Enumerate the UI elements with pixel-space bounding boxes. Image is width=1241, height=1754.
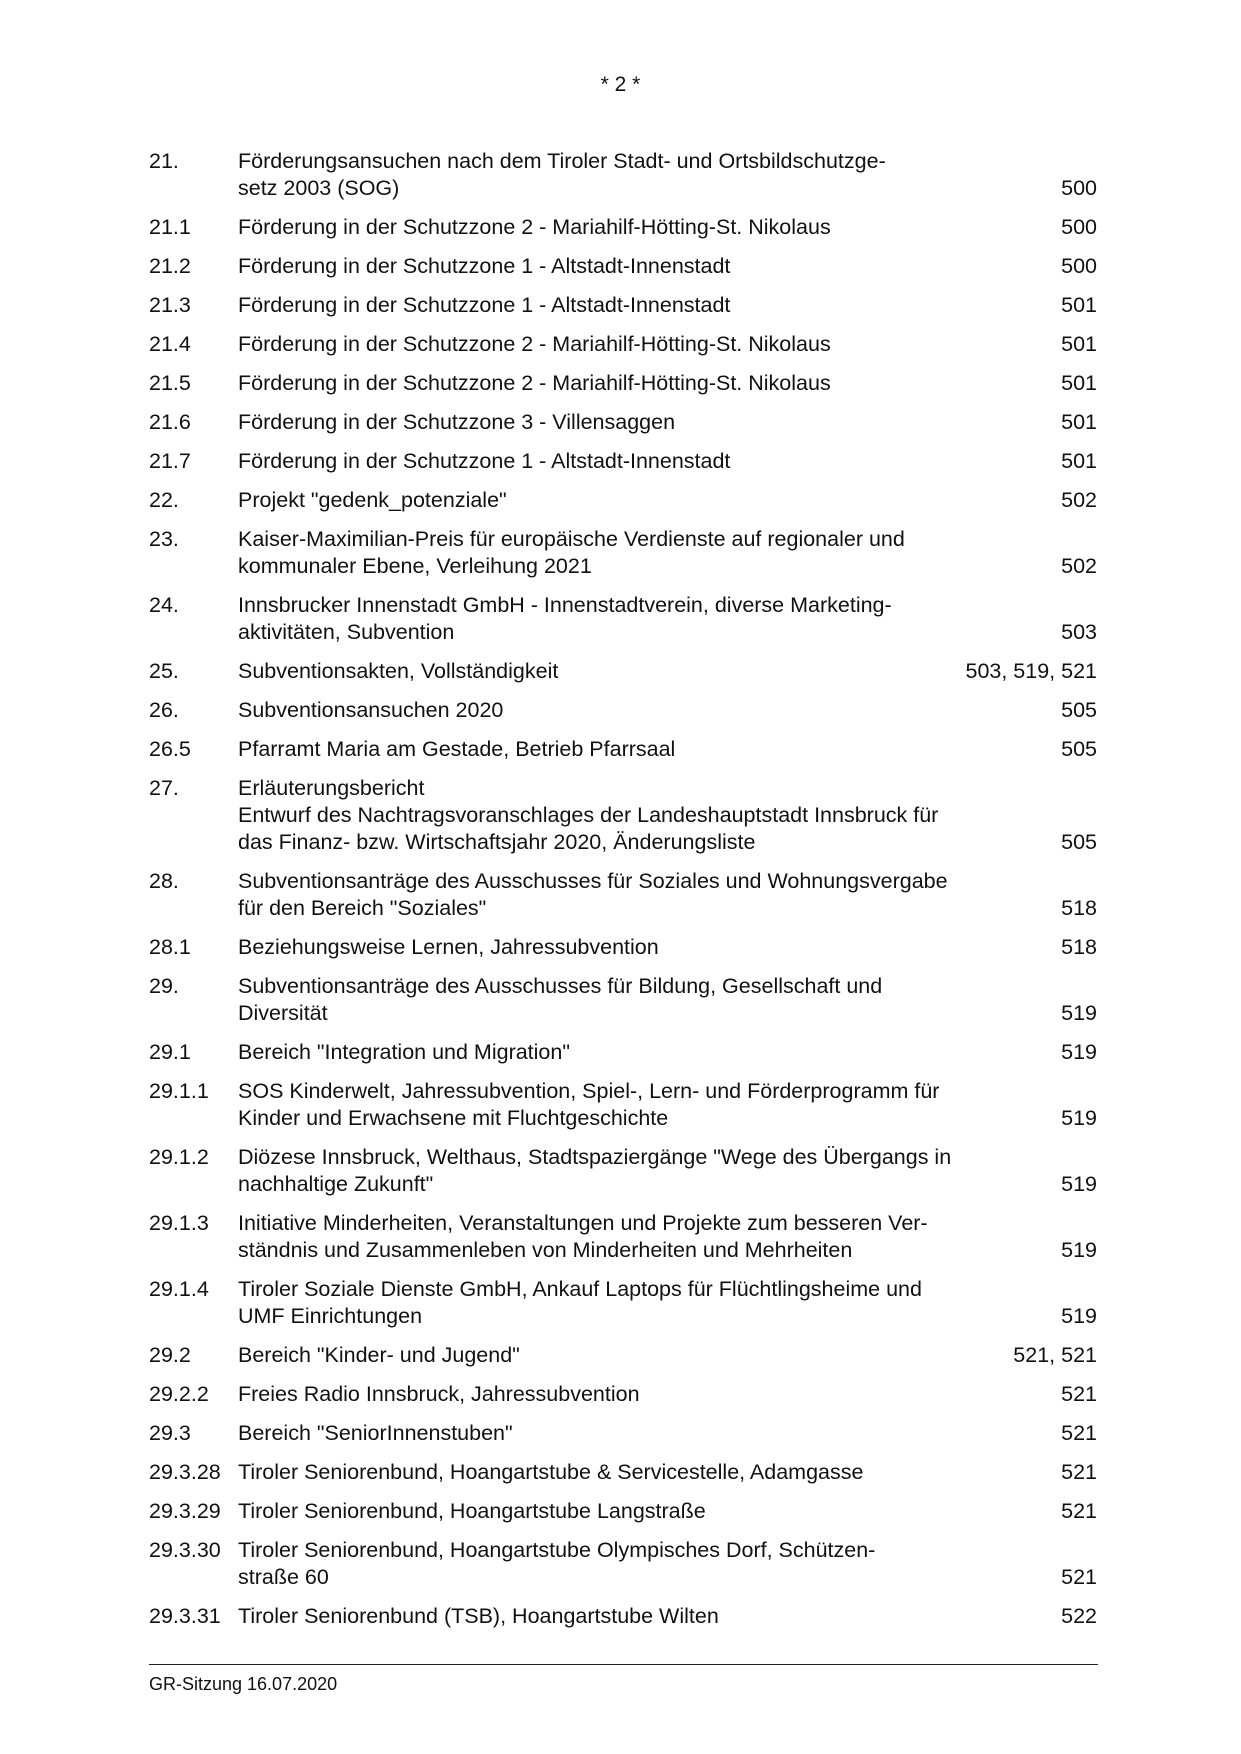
toc-entry-title-line: Förderung in der Schutzzone 1 - Altstadt-Innenstadt (238, 449, 731, 473)
toc-entry-page: 500 (1061, 254, 1097, 278)
toc-entry-title-line: Innsbrucker Innenstadt GmbH - Innenstadtverein, diverse Marketing- (238, 593, 892, 617)
toc-entry-page: 501 (1061, 449, 1097, 473)
toc-entry-number: 29.3 (149, 1421, 191, 1445)
toc-entry-number: 21.7 (149, 449, 191, 473)
toc-entry-number: 28.1 (149, 935, 191, 959)
toc-entry-title-line: Förderung in der Schutzzone 2 - Mariahilf-Hötting-St. Nikolaus (238, 371, 831, 395)
toc-entry-number: 21.4 (149, 332, 191, 356)
toc-entry-page: 502 (1061, 554, 1097, 578)
toc-entry-title (238, 697, 947, 724)
toc-entry (149, 331, 1097, 358)
toc-entry-page: 518 (1061, 935, 1097, 959)
toc-entry-title-line: das Finanz- bzw. Wirtschaftsjahr 2020, Änderungsliste (238, 830, 756, 854)
toc-entry-number: 29.3.29 (149, 1499, 221, 1523)
toc-entry-number: 26.5 (149, 737, 191, 761)
table-of-contents (149, 148, 1097, 1642)
toc-entry-page: 519 (1061, 1040, 1097, 1064)
toc-entry-title (238, 1210, 947, 1264)
toc-entry-title-line: Subventionsansuchen 2020 (238, 698, 504, 722)
toc-entry-title (238, 934, 947, 961)
toc-entry-title-line: Förderung in der Schutzzone 2 - Mariahilf-Hötting-St. Nikolaus (238, 332, 831, 356)
toc-entry-title-line: Projekt "gedenk_potenziale" (238, 488, 507, 512)
toc-entry-title-line: straße 60 (238, 1565, 329, 1589)
toc-entry-title-line: nachhaltige Zukunft" (238, 1172, 434, 1196)
toc-entry-number: 28. (149, 869, 179, 893)
toc-entry-title (238, 973, 947, 1027)
toc-entry-number: 29.1 (149, 1040, 191, 1064)
toc-entry-title-line: Tiroler Seniorenbund (TSB), Hoangartstube Wilten (238, 1604, 719, 1628)
toc-entry-number: 29.1.3 (149, 1211, 209, 1235)
toc-entry-title (238, 775, 947, 856)
footer-divider (149, 1664, 1098, 1665)
toc-entry-page: 519 (1061, 1106, 1097, 1130)
toc-entry-number: 23. (149, 527, 179, 551)
toc-entry (149, 697, 1097, 724)
footer-text: GR-Sitzung 16.07.2020 (149, 1674, 338, 1694)
toc-entry-title-line: aktivitäten, Subvention (238, 620, 455, 644)
toc-entry-title-line: ständnis und Zusammenleben von Minderheiten und Mehrheiten (238, 1238, 853, 1262)
toc-entry-page: 521 (1061, 1565, 1097, 1589)
toc-entry-title (238, 1537, 947, 1591)
toc-entry-page: 519 (1061, 1172, 1097, 1196)
toc-entry-number: 21.6 (149, 410, 191, 434)
toc-entry (149, 934, 1097, 961)
toc-entry-number: 24. (149, 593, 179, 617)
toc-entry-title (238, 1420, 947, 1447)
toc-entry-title-line: Förderung in der Schutzzone 1 - Altstadt-Innenstadt (238, 254, 731, 278)
toc-entry (149, 1078, 1097, 1132)
toc-entry-number: 29.2.2 (149, 1382, 209, 1406)
toc-entry-number: 29.3.30 (149, 1538, 221, 1562)
toc-entry-title-line: Initiative Minderheiten, Veranstaltungen und Projekte zum besseren Ver- (238, 1211, 928, 1235)
toc-entry-page: 501 (1061, 332, 1097, 356)
toc-entry-title-line: Tiroler Seniorenbund, Hoangartstube Olympisches Dorf, Schützen- (238, 1538, 876, 1562)
toc-entry-page: 500 (1061, 215, 1097, 239)
toc-entry-page: 519 (1061, 1001, 1097, 1025)
toc-entry (149, 448, 1097, 475)
toc-entry-title (238, 1459, 947, 1486)
toc-entry-number: 21.1 (149, 215, 191, 239)
toc-entry-title-line: Beziehungsweise Lernen, Jahressubvention (238, 935, 659, 959)
toc-entry-title-line: Kaiser-Maximilian-Preis für europäische Verdienste auf regionaler und (238, 527, 905, 551)
toc-entry-number: 29.1.1 (149, 1079, 209, 1103)
toc-entry-title-line: SOS Kinderwelt, Jahressubvention, Spiel-, Lern- und Förderprogramm für (238, 1079, 940, 1103)
toc-entry (149, 487, 1097, 514)
toc-entry-title (238, 253, 947, 280)
toc-entry-page: 502 (1061, 488, 1097, 512)
toc-entry-number: 27. (149, 776, 179, 800)
toc-entry (149, 148, 1097, 202)
toc-entry-title (238, 658, 947, 685)
toc-entry-page: 521 (1061, 1421, 1097, 1445)
toc-entry-title-line: Diözese Innsbruck, Welthaus, Stadtspaziergänge "Wege des Übergangs in (238, 1145, 952, 1169)
toc-entry-number: 29.3.31 (149, 1604, 221, 1628)
toc-entry (149, 214, 1097, 241)
toc-entry-title-line: Bereich "Kinder- und Jugend" (238, 1343, 520, 1367)
toc-entry-number: 21.2 (149, 254, 191, 278)
toc-entry-page: 505 (1061, 737, 1097, 761)
toc-entry-title (238, 370, 947, 397)
toc-entry-title-line: setz 2003 (SOG) (238, 176, 400, 200)
toc-entry-page: 501 (1061, 371, 1097, 395)
toc-entry-page: 521 (1061, 1382, 1097, 1406)
toc-entry-title (238, 1039, 947, 1066)
toc-entry (149, 868, 1097, 922)
toc-entry-title-line: Subventionsanträge des Ausschusses für Bildung, Gesellschaft und (238, 974, 883, 998)
toc-entry-page: 522 (1061, 1604, 1097, 1628)
toc-entry-title-line: Pfarramt Maria am Gestade, Betrieb Pfarrsaal (238, 737, 676, 761)
toc-entry (149, 1144, 1097, 1198)
toc-entry (149, 973, 1097, 1027)
toc-entry (149, 1210, 1097, 1264)
toc-entry-title-line: Subventionsanträge des Ausschusses für Soziales und Wohnungsvergabe (238, 869, 948, 893)
toc-entry-page: 519 (1061, 1238, 1097, 1262)
toc-entry-title (238, 487, 947, 514)
toc-entry-title (238, 1342, 947, 1369)
toc-entry-number: 29.1.4 (149, 1277, 209, 1301)
toc-entry-page: 518 (1061, 896, 1097, 920)
toc-entry-title (238, 1381, 947, 1408)
toc-entry-number: 22. (149, 488, 179, 512)
toc-entry-title-line: Förderung in der Schutzzone 2 - Mariahilf-Hötting-St. Nikolaus (238, 215, 831, 239)
toc-entry-title (238, 592, 947, 646)
toc-entry-number: 21.3 (149, 293, 191, 317)
toc-entry-number: 29.1.2 (149, 1145, 209, 1169)
toc-entry-title (238, 1276, 947, 1330)
toc-entry-title-line: Entwurf des Nachtragsvoranschlages der Landeshauptstadt Innsbruck für (238, 803, 939, 827)
toc-entry-number: 25. (149, 659, 179, 683)
toc-entry-title-line: Kinder und Erwachsene mit Fluchtgeschichte (238, 1106, 669, 1130)
toc-entry (149, 1381, 1097, 1408)
toc-entry-page: 500 (1061, 176, 1097, 200)
page-number: * 2 * (600, 73, 641, 96)
toc-entry-title (238, 868, 947, 922)
toc-entry-title-line: Tiroler Seniorenbund, Hoangartstube & Servicestelle, Adamgasse (238, 1460, 864, 1484)
toc-entry-title (238, 1498, 947, 1525)
toc-entry-page: 501 (1061, 410, 1097, 434)
toc-entry (149, 370, 1097, 397)
toc-entry (149, 775, 1097, 856)
toc-entry (149, 253, 1097, 280)
toc-entry-title (238, 448, 947, 475)
toc-entry (149, 1342, 1097, 1369)
toc-entry (149, 1498, 1097, 1525)
toc-entry (149, 1420, 1097, 1447)
toc-entry-number: 29. (149, 974, 179, 998)
toc-entry-title-line: Diversität (238, 1001, 328, 1025)
toc-entry-title-line: Förderung in der Schutzzone 1 - Altstadt-Innenstadt (238, 293, 731, 317)
toc-entry-title (238, 1603, 947, 1630)
toc-entry-title (238, 148, 947, 202)
toc-entry (149, 409, 1097, 436)
toc-entry-title (238, 409, 947, 436)
toc-entry-title-line: Förderungsansuchen nach dem Tiroler Stadt- und Ortsbildschutzge- (238, 149, 886, 173)
toc-entry-page: 503 (1061, 620, 1097, 644)
toc-entry-title-line: für den Bereich "Soziales" (238, 896, 487, 920)
toc-entry-title-line: Förderung in der Schutzzone 3 - Villensaggen (238, 410, 676, 434)
toc-entry-title-line: Bereich "SeniorInnenstuben" (238, 1421, 513, 1445)
toc-entry-title (238, 214, 947, 241)
toc-entry-page: 505 (1061, 830, 1097, 854)
toc-entry-title (238, 331, 947, 358)
toc-entry-title-line: Erläuterungsbericht (238, 776, 425, 800)
toc-entry-page: 521, 521 (1013, 1343, 1097, 1367)
toc-entry-title (238, 526, 947, 580)
toc-entry-title (238, 736, 947, 763)
toc-entry-title (238, 292, 947, 319)
toc-entry (149, 658, 1097, 685)
toc-entry-page: 519 (1061, 1304, 1097, 1328)
toc-entry-title (238, 1078, 947, 1132)
toc-entry (149, 1039, 1097, 1066)
toc-entry (149, 526, 1097, 580)
toc-entry-title-line: Tiroler Seniorenbund, Hoangartstube Langstraße (238, 1499, 706, 1523)
toc-entry-title-line: Tiroler Soziale Dienste GmbH, Ankauf Laptops für Flüchtlingsheime und (238, 1277, 922, 1301)
toc-entry (149, 292, 1097, 319)
toc-entry (149, 736, 1097, 763)
toc-entry-title (238, 1144, 952, 1198)
toc-entry (149, 1276, 1097, 1330)
toc-entry-title-line: UMF Einrichtungen (238, 1304, 423, 1328)
toc-entry-title-line: kommunaler Ebene, Verleihung 2021 (238, 554, 592, 578)
toc-entry-page: 521 (1061, 1460, 1097, 1484)
toc-entry-page: 501 (1061, 293, 1097, 317)
toc-entry-number: 29.3.28 (149, 1460, 221, 1484)
toc-entry (149, 1537, 1097, 1591)
toc-entry (149, 1459, 1097, 1486)
toc-entry-page: 505 (1061, 698, 1097, 722)
toc-entry-number: 21.5 (149, 371, 191, 395)
toc-entry-title-line: Bereich "Integration und Migration" (238, 1040, 570, 1064)
toc-entry (149, 592, 1097, 646)
toc-entry-title-line: Freies Radio Innsbruck, Jahressubvention (238, 1382, 640, 1406)
toc-entry-page: 521 (1061, 1499, 1097, 1523)
toc-entry-number: 21. (149, 149, 179, 173)
toc-entry-page: 503, 519, 521 (965, 659, 1097, 683)
toc-entry-number: 29.2 (149, 1343, 191, 1367)
toc-entry (149, 1603, 1097, 1630)
toc-entry-title-line: Subventionsakten, Vollständigkeit (238, 659, 559, 683)
toc-entry-number: 26. (149, 698, 179, 722)
